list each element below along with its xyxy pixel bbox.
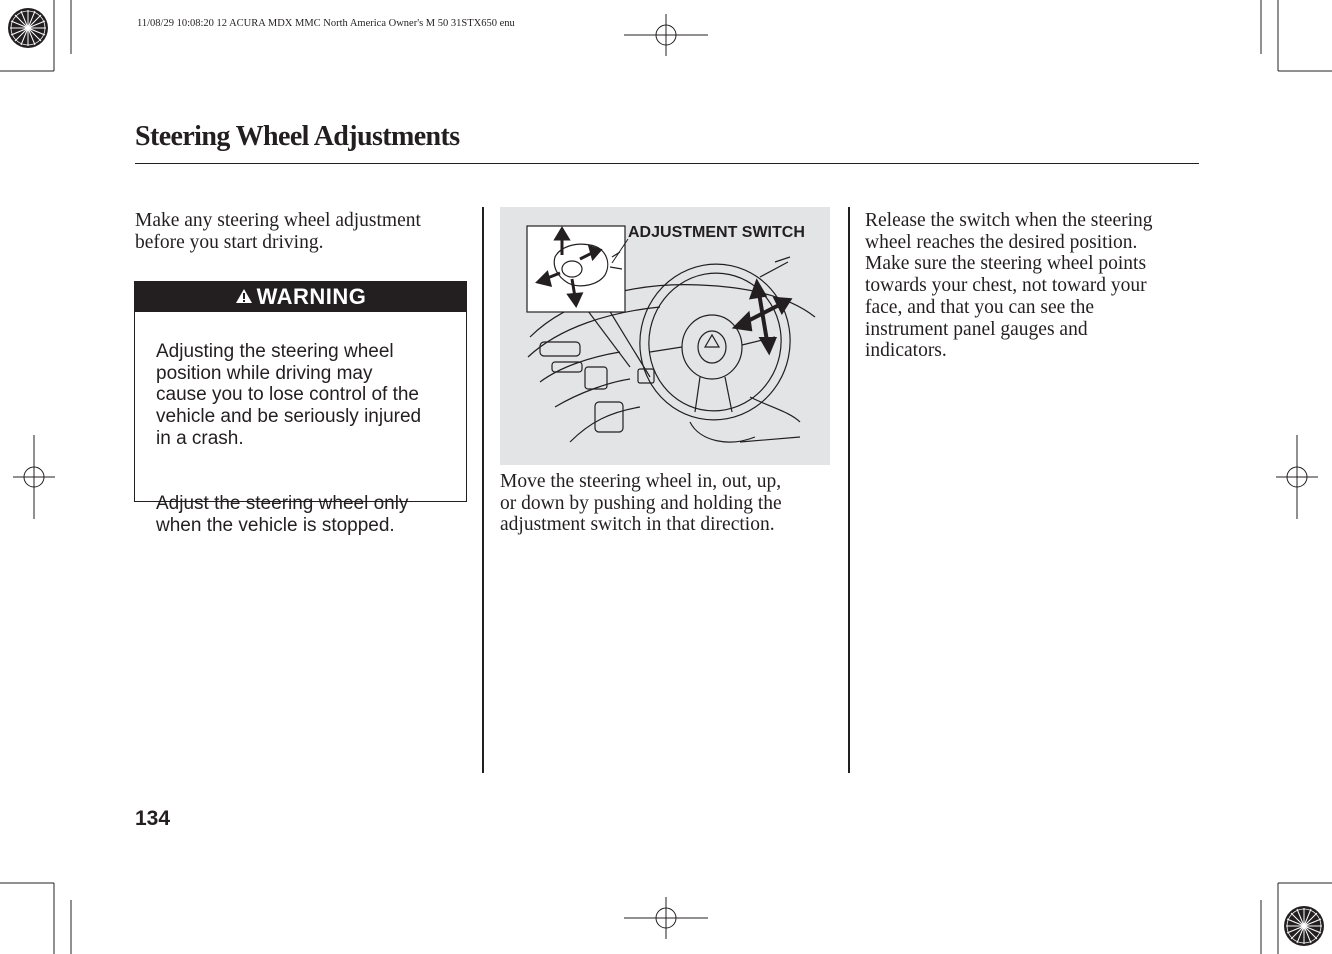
warning-paragraph-2: Adjust the steering wheel only when the vehicle is stopped.	[156, 493, 409, 537]
release-instruction: Release the switch when the steering wheel reaches the desired position. Make sure the steering wheel points towards your chest, not toward your face, and that you can see the instrument panel gauges and indicators.	[865, 210, 1153, 362]
warning-header	[135, 282, 466, 312]
warning-box	[134, 281, 467, 537]
column-divider-1	[482, 207, 484, 773]
move-instruction: Move the steering wheel in, out, up, or down by pushing and holding the adjustment switch in that direction.	[500, 471, 782, 536]
warning-heading: WARNING	[256, 284, 367, 309]
star-target-bottom-right	[1284, 906, 1324, 946]
registration-mark-right	[1276, 435, 1318, 519]
page-title: Steering Wheel Adjustments	[135, 121, 460, 152]
registration-mark-top	[624, 14, 708, 56]
figure-callout-adjustment-switch: ADJUSTMENT SWITCH	[628, 224, 805, 241]
print-info: 11/08/29 10:08:20 12 ACURA MDX MMC North America Owner's M 50 31STX650 enu	[137, 18, 515, 29]
title-rule	[135, 163, 1199, 164]
registration-mark-bottom	[624, 897, 708, 939]
column-divider-2	[848, 207, 850, 773]
star-target-top-left	[8, 8, 48, 48]
dashboard-drawing	[500, 207, 830, 465]
page-number: 134	[135, 807, 171, 830]
warning-body	[135, 312, 466, 581]
warning-paragraph-1: Adjusting the steering wheel position while driving may cause you to lose control of the vehicle and be seriously injured in a crash.	[156, 340, 422, 449]
steering-wheel-illustration	[500, 207, 830, 465]
intro-text: Make any steering wheel adjustment before you start driving.	[135, 210, 421, 253]
registration-mark-left	[13, 435, 55, 519]
warning-triangle-icon	[235, 284, 253, 310]
